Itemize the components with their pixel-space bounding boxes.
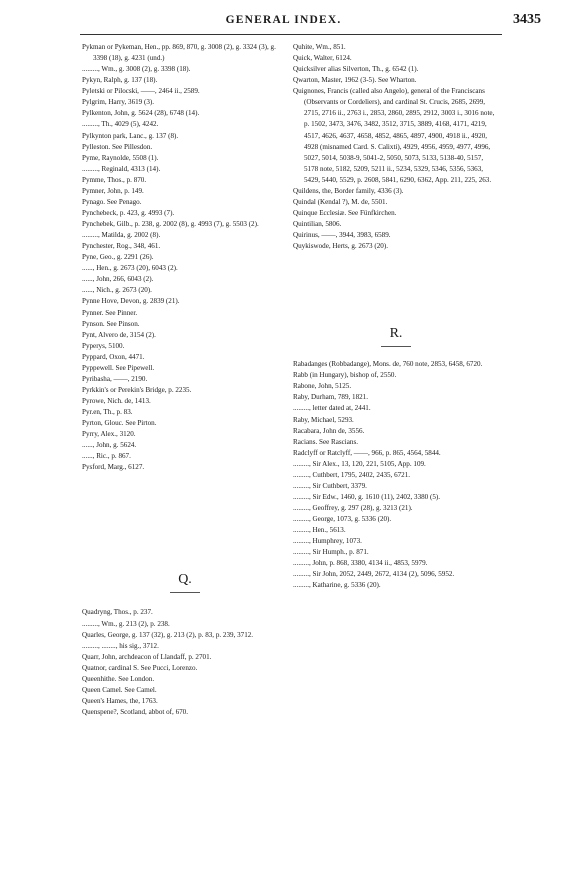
index-entry: Pyr.en, Th., p. 83. <box>82 408 133 417</box>
index-entry: Pylgrim, Harry, 3619 (3). <box>82 98 155 107</box>
index-entry: Pyribasha, ——, 2190. <box>82 374 148 383</box>
index-entry: Quarr, John, archdeacon of Llandaff, p. 2701. <box>82 652 212 661</box>
index-entry: Radclyff or Ratclyff, ——, 966, p. 865, 4564, 5844. <box>293 448 441 457</box>
index-entry: Pykman or Pykeman, Hen., pp. 869, 870, g. 3008 (2), g. 3324 (3), g. 3398 (18), g. 4231 (und.) <box>82 43 276 63</box>
index-entry: Rabadanges (Robbadange), Mons. de, 760 note, 2853, 6458, 6720. <box>293 360 483 369</box>
index-entry: ........., Sir John, 2052, 2449, 2672, 4134 (2), 5096, 5952. <box>293 570 455 579</box>
index-entry: Pynchebeck, p. 423, g. 4993 (7). <box>82 208 175 217</box>
index-entry: Pyperys, 5100. <box>82 341 125 350</box>
page-number: 3435 <box>513 12 541 27</box>
index-entry: Queen's Hames, the, 1763. <box>82 696 158 705</box>
section-letter-heading: R. <box>389 326 403 342</box>
index-entry: ......, Hen., g. 2673 (20), 6043 (2). <box>82 264 178 273</box>
index-entry: ......, John, g. 5624. <box>82 441 137 450</box>
section-gap <box>293 347 499 359</box>
index-entry: Pylkenton, John, g. 5624 (28), 6748 (14). <box>82 109 200 118</box>
index-entry: Pyletski or Pilocski, ——, 2464 ii., 2589. <box>82 87 200 96</box>
index-entry: Pynchebek, Gilb., p. 238, g. 2002 (8), g. 4993 (7), g. 5503 (2). <box>82 220 259 228</box>
index-entry: ........., Matilda, g. 2002 (8). <box>82 231 161 240</box>
index-entry: Pynt, Alvero de, 3154 (2). <box>82 330 156 339</box>
index-entry: Pymme, Thos., p. 870. <box>82 175 147 184</box>
index-entry: Quirinus, ——, 3944, 3983, 6589. <box>293 231 391 240</box>
index-entry: Quintilian, 5806. <box>293 220 342 228</box>
index-entry: Pykyn, Ralph, g. 137 (18). <box>82 76 158 85</box>
index-entry: Raby, Michael, 5293. <box>293 415 354 424</box>
index-entry: ........., Katharine, g. 5336 (20). <box>293 581 381 590</box>
index-entry: Racabara, John de, 3556. <box>293 426 365 435</box>
index-entry: ........., Reginald, 4313 (14). <box>82 164 161 173</box>
index-entry: Quicksilver alias Silverton, Th., g. 6542 (1). <box>293 65 419 74</box>
index-entry: Queenhithe. See London. <box>82 674 155 683</box>
index-entry: ........., Sir Cuthbert, 3379. <box>293 481 367 490</box>
index-entry: Pynne Hove, Devon, g. 2839 (21). <box>82 297 180 306</box>
index-entry: Pyppard, Oxon, 4471. <box>82 352 145 361</box>
index-entry: Pyppewell. See Pipewell. <box>82 363 155 372</box>
index-entry: ........., Sir Edw., 1460, g. 1610 (11), 2402, 3380 (5). <box>293 492 441 501</box>
index-entry: Quadryng, Thos., p. 237. <box>82 608 153 617</box>
index-entry: Pysford, Marg., 6127. <box>82 463 145 472</box>
index-entry: ........., Wm., g. 213 (2), p. 238. <box>82 619 170 628</box>
index-entry: Quindal (Kendal ?), M. de, 5501. <box>293 197 388 206</box>
index-entry: Quinque Ecclesiæ. See Fünfkirchen. <box>293 208 397 217</box>
index-entry: ........., Cuthbert, 1795, 2402, 2435, 6721. <box>293 470 411 479</box>
index-entry: Pylleston. See Pillesdon. <box>82 142 153 151</box>
index-entry: ........., George, 1073, g. 5336 (20). <box>293 515 392 524</box>
index-entry: ........., John, p. 868, 3380, 4134 ii., 4853, 5979. <box>293 559 428 568</box>
index-entry: Pynson. See Pinson. <box>82 319 140 328</box>
index-entry: Rabb (in Hungary), bishop of, 2550. <box>293 371 397 380</box>
index-entry: Pymner, John, p. 149. <box>82 186 144 195</box>
section-gap <box>82 473 288 568</box>
section-gap <box>293 252 499 322</box>
index-entry: Pynago. See Penago. <box>82 197 142 206</box>
index-entry: Pyme, Raynolde, 5508 (1). <box>82 153 159 162</box>
index-entry: ........., Hen., 5613. <box>293 526 346 535</box>
index-entry: ........., letter dated at, 2441. <box>293 404 371 413</box>
index-entry: Pylkynton park, Lanc., g. 137 (8). <box>82 131 179 140</box>
index-entry: Quatnor, cardinal S. See Pucci, Lorenzo. <box>82 663 198 672</box>
index-entry: Pyrry, Alex., 3120. <box>82 430 136 439</box>
index-entry: ........., Th., 4029 (5), 4242. <box>82 120 159 129</box>
index-entry: Quick, Walter, 6124. <box>293 54 352 63</box>
index-entry: Raby, Durham, 789, 1821. <box>293 393 369 402</box>
index-entry: ........., Wm., g. 3008 (2), g. 3398 (18). <box>82 65 191 74</box>
index-entry: Queen Camel. See Camel. <box>82 685 157 694</box>
index-entry: Pyrowe, Nich. de, 1413. <box>82 397 151 405</box>
index-entry: Pyne, Geo., g. 2291 (26). <box>82 253 154 262</box>
index-entry: Pynchester, Rog., 348, 461. <box>82 242 161 251</box>
page-header <box>0 14 567 30</box>
index-entry: ........., Geoffrey, g. 297 (28), g. 3213 (21). <box>293 504 413 512</box>
index-entry: Quarles, George, g. 137 (32), g. 213 (2), p. 83, p. 239, 3712. <box>82 630 254 639</box>
index-entry: ......, John, 266, 6043 (2). <box>82 275 154 284</box>
section-gap <box>82 593 288 607</box>
index-entry: ......, Ric., p. 867. <box>82 452 131 461</box>
right-index-column <box>293 42 499 592</box>
index-entry: Rabone, John, 5125. <box>293 382 352 391</box>
index-entry: Pyrkkin's or Perekin's Bridge, p. 2235. <box>82 385 192 394</box>
index-entry: Quildens, the, Border family, 4336 (3). <box>293 186 404 195</box>
section-letter-heading: Q. <box>178 572 192 588</box>
index-entry: ......, Nich., g. 2673 (20). <box>82 286 152 295</box>
index-entry: ........., Humphrey, 1073. <box>293 537 362 546</box>
index-entry: Quenspene?, Scotland, abbot of, 670. <box>82 708 188 716</box>
index-entry: Quykiswode, Herts, g. 2673 (20). <box>293 242 388 251</box>
left-index-column <box>82 42 288 718</box>
header-rule <box>80 34 502 35</box>
index-entry: Quignones, Francis (called also Angelo), general of the Franciscans (Observants or Cordeliers), and cardinal St. Crucis, 2685, 2699, 2715, 2716 ii., 2763 i., 2853, 2860, 2895, 2912, 3003 i., 3016 note, p. 1502, 3473, 3476, 3482, 3512, 3715, 3889, 4168, 4171, 4219, 4517, 4626, 4637, 4658, 4852, 4865, 4897, 4900, 4918 ii., 4920, 4928 (misnamed Card. S. Calixti), 4929, 4956, 4959, 4977, 4996, 5027, 5014, 5038-9, 5041-2, 5050, 5073, 5133, 5138-40, 5157, 5178 note, 5182, 5209, 5211 ii., 5234, 5329, 5346, 5356, 5363, 5429, 5440, 5529, p. 2608, 5841, 6290, 6362, App. 211, 225, 263. <box>293 87 495 184</box>
index-entry: ........., Sir Humph., p. 871. <box>293 548 369 557</box>
index-entry: Pynner. See Pinner. <box>82 308 138 317</box>
index-entry: Racians. See Rascians. <box>293 437 359 446</box>
index-entry: Pyrton, Glouc. See Pirton. <box>82 419 157 428</box>
index-entry: ........., ........, his sig., 3712. <box>82 641 159 650</box>
index-entry: Qwarton, Master, 1962 (3-5). See Wharton. <box>293 76 417 85</box>
running-title: GENERAL INDEX. <box>225 14 342 26</box>
index-entry: Quhite, Wm., 851. <box>293 43 346 51</box>
index-entry: ........., Sir Alex., 13, 120, 221, 5105, App. 109. <box>293 459 426 468</box>
